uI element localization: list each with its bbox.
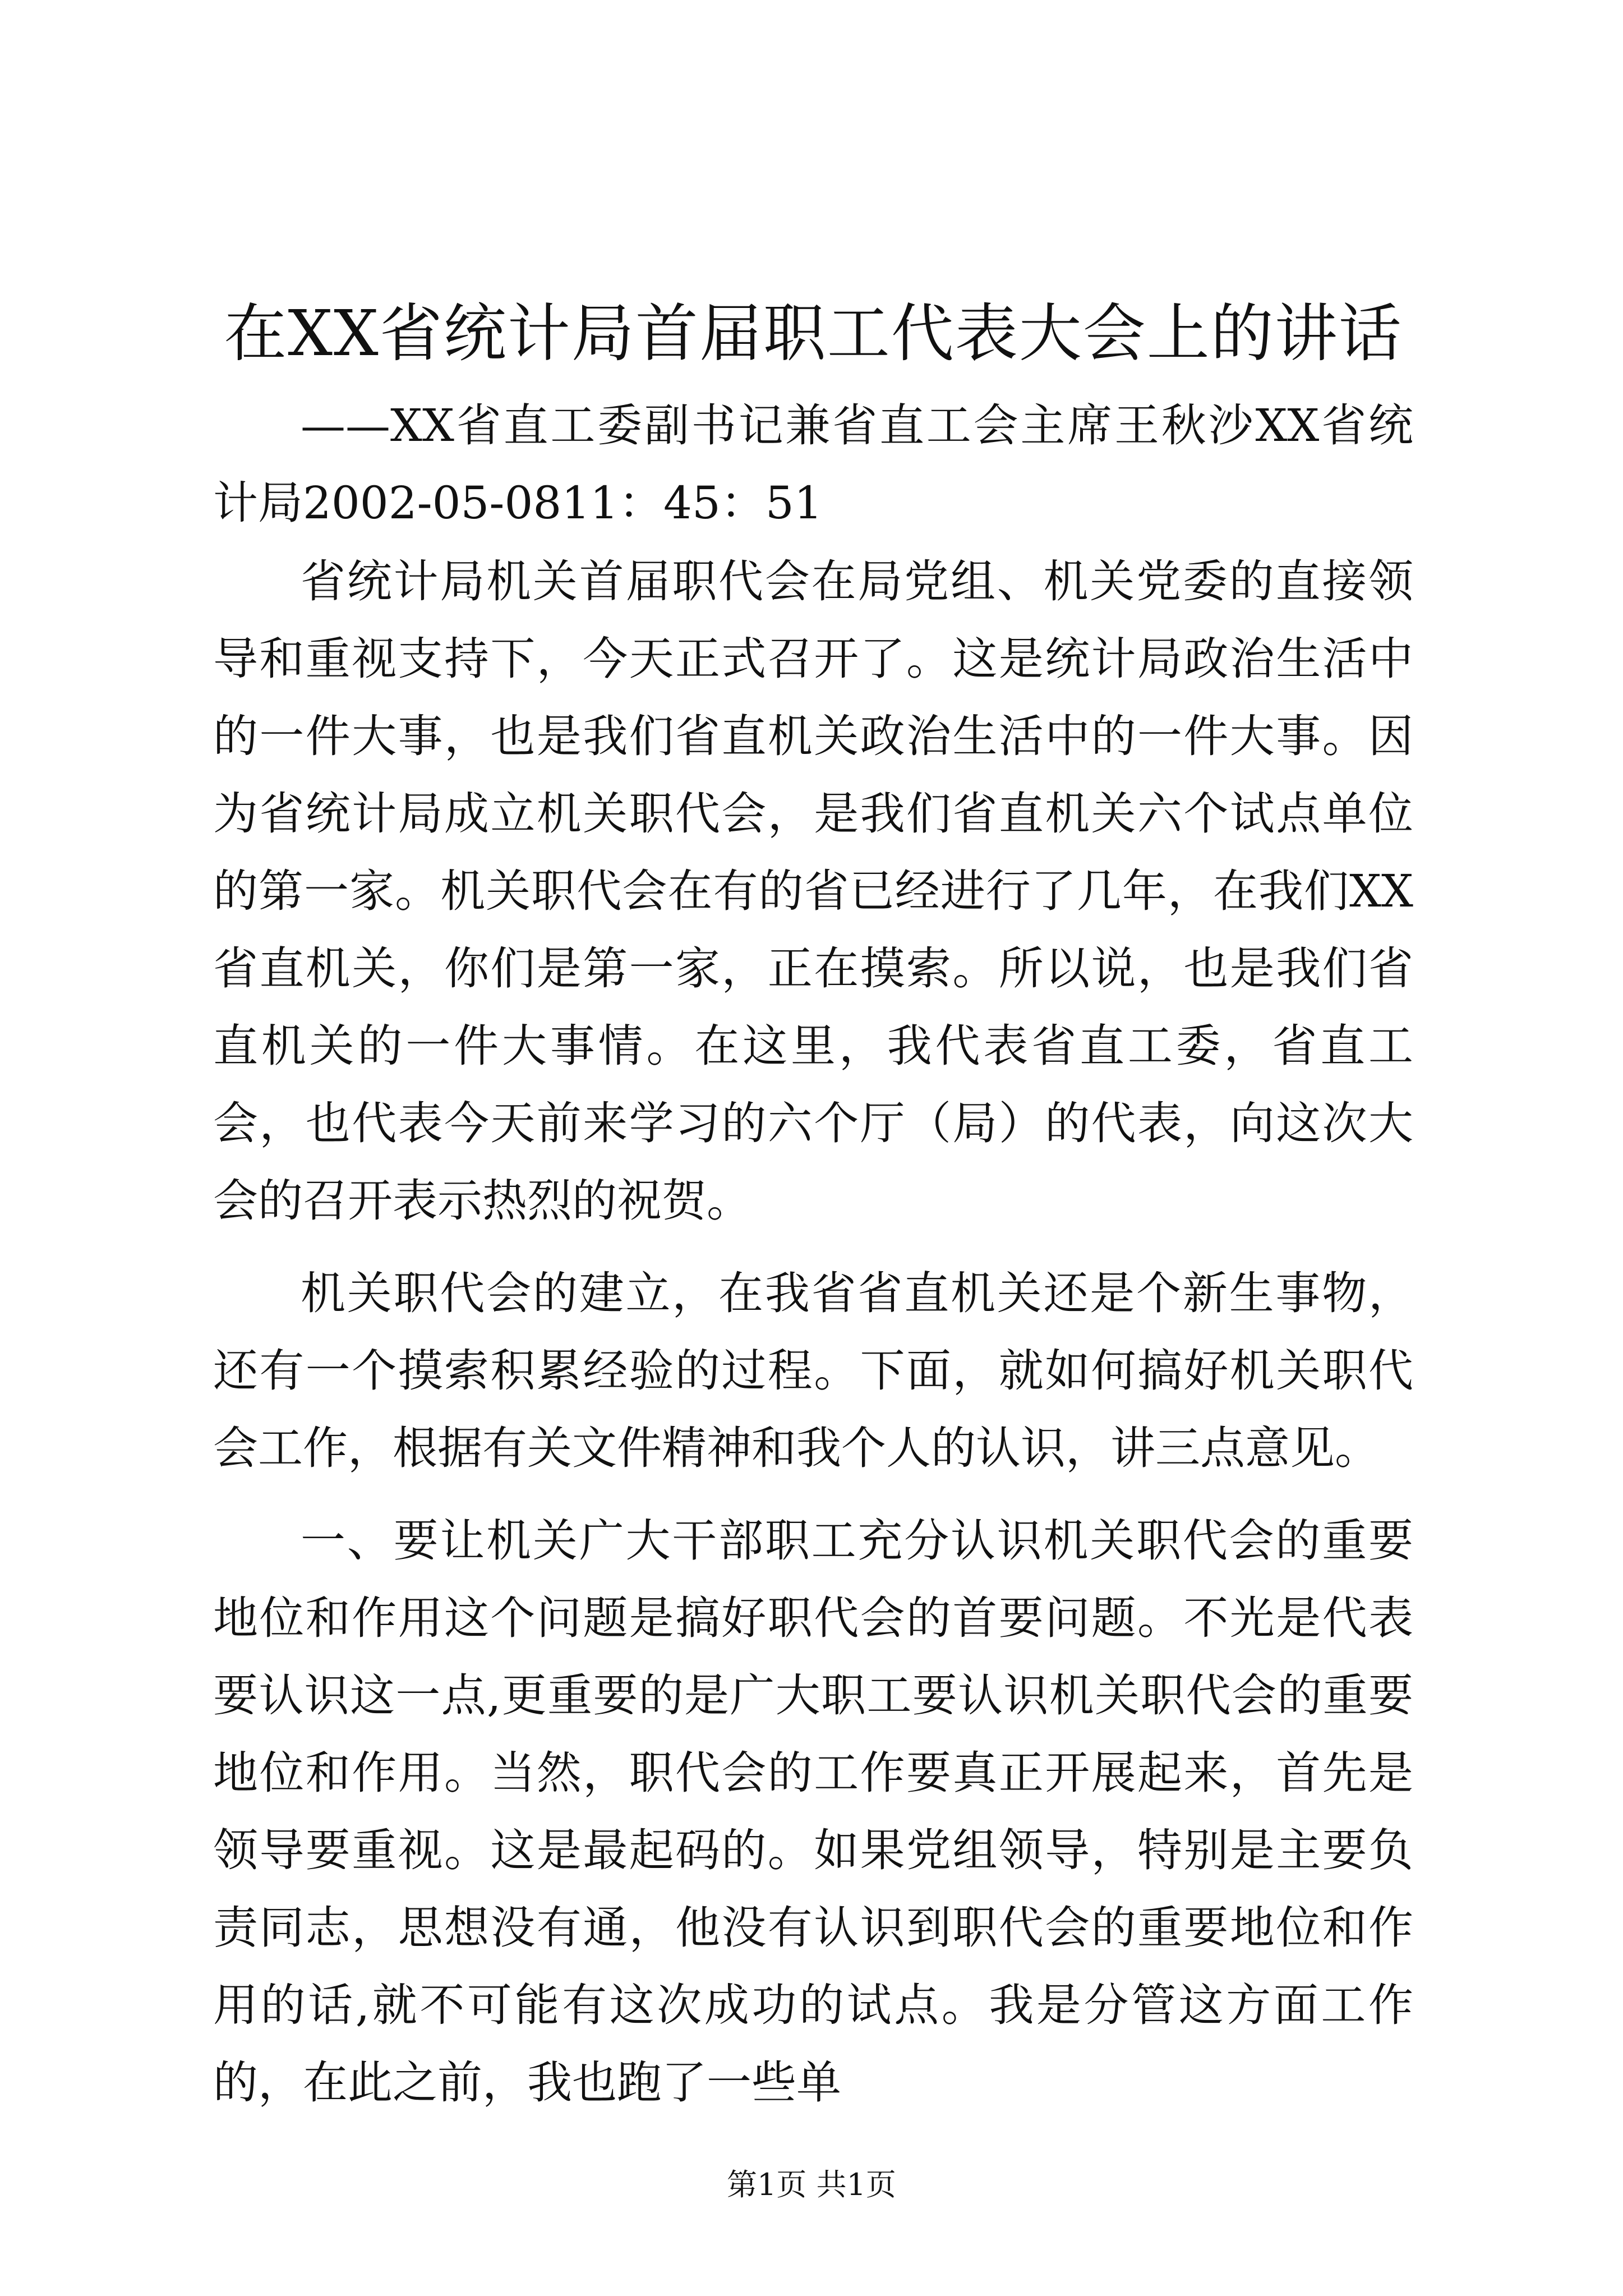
document-title: 在XX省统计局首届职工代表大会上的讲话 [224,297,1403,370]
page-number-footer: 第1页 共1页 [727,2167,896,2202]
document-subtitle: ——XX省直工委副书记兼省直工会主席王秋沙XX省统计局2002-05-0811：45：51 [213,399,1413,529]
paragraph-1: 省统计局机关首届职代会在局党组、机关党委的直接领导和重视支持下，今天正式召开了。这是统计局政治生活中的一件大事，也是我们省直机关政治生活中的一件大事。因为省统计局成立机关职代会，是我们省直机关六个试点单位的第一家。机关职代会在有的省已经进行了几年，在我们XX省直机关，你们是第一家，正在摸索。所以说，也是我们省直机关的一件大事情。在这里，我代表省直工委，省直工会，也代表今天前来学习的六个厅（局）的代表，向这次大会的召开表示热烈的祝贺。 [213,555,1413,1227]
paragraph-2: 机关职代会的建立，在我省省直机关还是个新生事物，还有一个摸索积累经验的过程。下面，就如何搞好机关职代会工作，根据有关文件精神和我个人的认识，讲三点意见。 [213,1267,1413,1474]
paragraph-3: 一、要让机关广大干部职工充分认识机关职代会的重要地位和作用这个问题是搞好职代会的首要问题。不光是代表要认识这一点,更重要的是广大职工要认识机关职代会的重要地位和作用。当然，职代会的工作要真正开展起来，首先是领导要重视。这是最起码的。如果党组领导，特别是主要负责同志，思想没有通，他没有认识到职代会的重要地位和作用的话,就不可能有这次成功的试点。我是分管这方面工作的，在此之前，我也跑了一些单 [213,1515,1413,2109]
document-body [213,543,1413,2137]
